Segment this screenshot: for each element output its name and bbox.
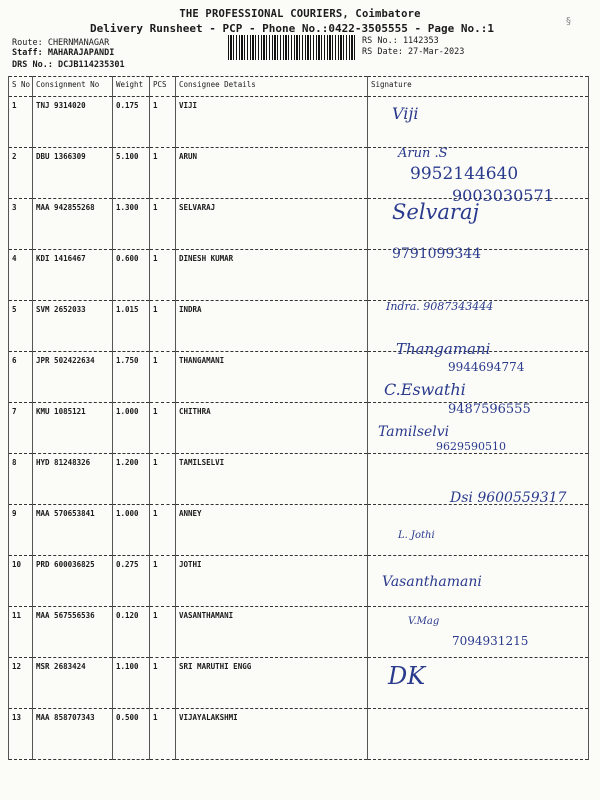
cell-weight: 1.000: [113, 505, 150, 556]
cell-sno: 11: [9, 607, 33, 658]
signature-handwriting: C.Eswathi: [384, 380, 466, 399]
col-header-consignment: Consignment No: [33, 77, 113, 97]
cell-weight: 1.750: [113, 352, 150, 403]
cell-weight: 0.120: [113, 607, 150, 658]
cell-pcs: 1: [150, 505, 176, 556]
cell-sno: 9: [9, 505, 33, 556]
cell-sno: 5: [9, 301, 33, 352]
table-row: [9, 505, 589, 556]
cell-sno: 13: [9, 709, 33, 760]
cell-pcs: 1: [150, 352, 176, 403]
cell-consignee: ANNEY: [176, 505, 368, 556]
table-row: [9, 97, 589, 148]
cell-weight: 0.600: [113, 250, 150, 301]
phone-handwriting: 9944694774: [448, 360, 525, 374]
phone-handwriting: 9952144640: [410, 164, 519, 184]
signature-handwriting: Viji: [392, 104, 419, 123]
phone-handwriting: 9791099344: [392, 246, 482, 262]
cell-consignee: JOTHI: [176, 556, 368, 607]
col-header-sno: S No: [9, 77, 33, 97]
cell-sno: 8: [9, 454, 33, 505]
cell-consignee: VIJI: [176, 97, 368, 148]
cell-consignment: TNJ 9314020: [33, 97, 113, 148]
staff-label: Staff: MAHARAJAPANDI: [12, 48, 115, 58]
cell-consignee: TAMILSELVI: [176, 454, 368, 505]
cell-pcs: 1: [150, 709, 176, 760]
cell-sno: 2: [9, 148, 33, 199]
cell-consignment: PRD 600036825: [33, 556, 113, 607]
cell-pcs: 1: [150, 403, 176, 454]
cell-pcs: 1: [150, 250, 176, 301]
table-row: [9, 199, 589, 250]
signature-handwriting: Tamilselvi: [378, 424, 450, 440]
cell-sno: 10: [9, 556, 33, 607]
cell-consignee: VASANTHAMANI: [176, 607, 368, 658]
cell-consignment: KDI 1416467: [33, 250, 113, 301]
cell-consignment: MSR 2683424: [33, 658, 113, 709]
cell-weight: 0.275: [113, 556, 150, 607]
cell-pcs: 1: [150, 148, 176, 199]
phone-handwriting: 9629590510: [436, 440, 506, 453]
cell-pcs: 1: [150, 454, 176, 505]
cell-sno: 1: [9, 97, 33, 148]
signature-handwriting: Arun .S: [398, 146, 448, 161]
barcode-image: [228, 35, 356, 60]
col-header-pcs: PCS: [150, 77, 176, 97]
table-row: [9, 658, 589, 709]
cell-consignment: MAA 567556536: [33, 607, 113, 658]
signature-handwriting: V.Mag: [408, 616, 440, 627]
cell-sno: 12: [9, 658, 33, 709]
phone-handwriting: 9487596555: [448, 402, 531, 417]
cell-consignee: SRI MARUTHI ENGG: [176, 658, 368, 709]
signature-handwriting: Indra. 9087343444: [386, 300, 494, 313]
cell-consignment: SVM 2652033: [33, 301, 113, 352]
route-label: Route: CHERNMANAGAR: [12, 38, 110, 48]
cell-pcs: 1: [150, 97, 176, 148]
rs-date: RS Date: 27-Mar-2023: [362, 47, 465, 57]
table-row: [9, 556, 589, 607]
cell-consignee: SELVARAJ: [176, 199, 368, 250]
drs-number: DRS No.: DCJB114235301: [12, 60, 125, 70]
cell-consignment: DBU 1366309: [33, 148, 113, 199]
cell-consignment: MAA 942855268: [33, 199, 113, 250]
cell-consignment: KMU 1085121: [33, 403, 113, 454]
cell-weight: 1.300: [113, 199, 150, 250]
cell-pcs: 1: [150, 199, 176, 250]
cell-consignment: MAA 858707343: [33, 709, 113, 760]
cell-consignment: HYD 81248326: [33, 454, 113, 505]
cell-signature: [368, 607, 589, 658]
cell-weight: 1.000: [113, 403, 150, 454]
cell-sno: 4: [9, 250, 33, 301]
cell-consignee: VIJAYALAKSHMI: [176, 709, 368, 760]
document-title: THE PROFESSIONAL COURIERS, Coimbatore: [179, 8, 421, 20]
cell-consignee: ARUN: [176, 148, 368, 199]
cell-consignment: MAA 570653841: [33, 505, 113, 556]
cell-sno: 7: [9, 403, 33, 454]
cell-weight: 1.200: [113, 454, 150, 505]
cell-weight: 1.015: [113, 301, 150, 352]
table-row: [9, 250, 589, 301]
cell-weight: 0.175: [113, 97, 150, 148]
document-subtitle: Delivery Runsheet - PCP - Phone No.:0422-3505555 - Page No.:1: [90, 22, 494, 35]
table-row: [9, 607, 589, 658]
rs-number: RS No.: 1142353: [362, 36, 439, 46]
cell-consignment: JPR 502422634: [33, 352, 113, 403]
phone-handwriting: 7094931215: [452, 634, 529, 648]
cell-sno: 3: [9, 199, 33, 250]
cell-pcs: 1: [150, 301, 176, 352]
signature-handwriting: Dsi 9600559317: [450, 490, 567, 506]
col-header-signature: Signature: [368, 77, 589, 97]
table-header-row: [9, 77, 589, 97]
cell-pcs: 1: [150, 658, 176, 709]
table-row: [9, 709, 589, 760]
cell-pcs: 1: [150, 556, 176, 607]
table-row: [9, 301, 589, 352]
cell-weight: 1.100: [113, 658, 150, 709]
signature-handwriting: Thangamani: [396, 340, 491, 358]
corner-mark: §: [566, 16, 571, 27]
cell-sno: 6: [9, 352, 33, 403]
cell-weight: 0.500: [113, 709, 150, 760]
col-header-weight: Weight: [113, 77, 150, 97]
signature-handwriting: Vasanthamani: [382, 574, 482, 590]
signature-handwriting: DK: [388, 662, 426, 690]
cell-weight: 5.100: [113, 148, 150, 199]
cell-pcs: 1: [150, 607, 176, 658]
signature-handwriting: Selvaraj: [392, 200, 479, 224]
cell-consignee: DINESH KUMAR: [176, 250, 368, 301]
phone-handwriting: 9003030571: [452, 186, 554, 205]
col-header-consignee: Consignee Details: [176, 77, 368, 97]
cell-consignee: THANGAMANI: [176, 352, 368, 403]
cell-consignee: CHITHRA: [176, 403, 368, 454]
cell-consignee: INDRA: [176, 301, 368, 352]
signature-handwriting: L. Jothi: [398, 530, 435, 541]
cell-signature: [368, 709, 589, 760]
